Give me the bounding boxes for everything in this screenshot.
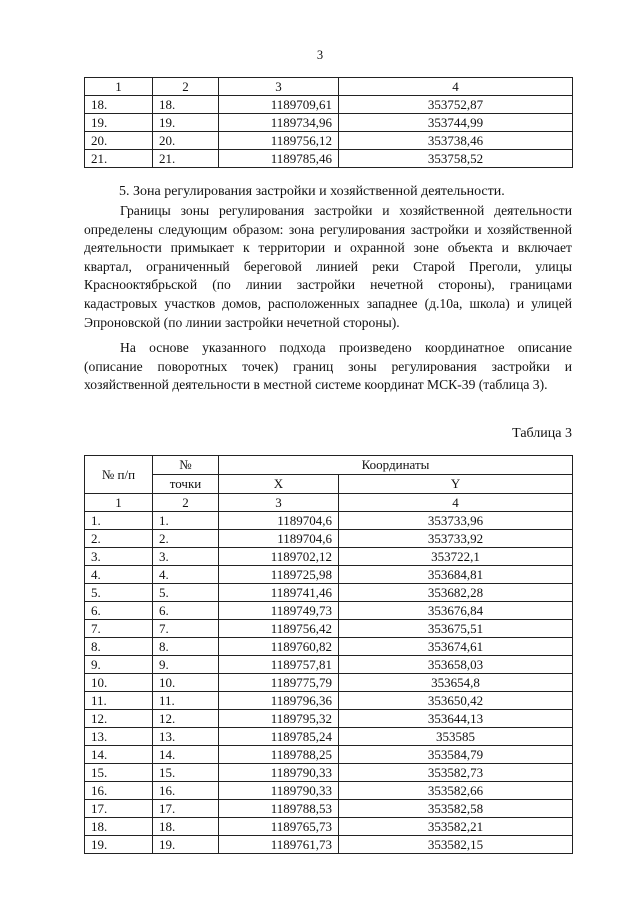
row-number: 13. <box>85 728 153 746</box>
coordinate-y: 353733,92 <box>339 530 573 548</box>
coordinate-y: 353582,15 <box>339 836 573 854</box>
header-coordinates: Координаты <box>219 456 573 475</box>
header-point: точки <box>153 475 219 494</box>
row-number: 12. <box>85 710 153 728</box>
point-number: 4. <box>153 566 219 584</box>
coordinates-table-body <box>85 512 573 854</box>
coordinate-x: 1189761,73 <box>219 836 339 854</box>
table-row <box>85 818 573 836</box>
coordinate-y: 353684,81 <box>339 566 573 584</box>
table-row <box>85 96 573 114</box>
point-number: 16. <box>153 782 219 800</box>
coordinates-table-3 <box>84 455 573 854</box>
coordinate-x: 1189756,12 <box>219 132 339 150</box>
coordinate-description-paragraph: На основе указанного подхода произведено координатное описание (описание поворотных точек) границ зоны регулирования застройки и хозяйственной деятельности в местной системе координат МСК-39 (таблица 3). <box>84 340 572 393</box>
coordinate-y: 353674,61 <box>339 638 573 656</box>
coordinate-x: 1189725,98 <box>219 566 339 584</box>
coordinate-y: 353654,8 <box>339 674 573 692</box>
table-header-row <box>85 456 573 475</box>
header-y: Y <box>339 475 573 494</box>
column-number: 1 <box>85 78 153 96</box>
row-number: 19. <box>85 836 153 854</box>
coordinate-y: 353744,99 <box>339 114 573 132</box>
row-number: 15. <box>85 764 153 782</box>
coordinate-x: 1189702,12 <box>219 548 339 566</box>
coordinate-y: 353644,13 <box>339 710 573 728</box>
column-number: 1 <box>85 494 153 512</box>
table-row <box>85 530 573 548</box>
boundary-description-paragraph: Границы зоны регулирования застройки и хозяйственной деятельности определены следующим образом: зона регулирования застройки и хозяйственной деятельности примыкает к территории и охранной зоне объекта и включает квартал, ограниченный береговой линией реки Старой Преголи, улицы Краснооктябрьской (по линии застройки нечетной стороны), границами кадастровых участков домов, расположенных западнее (д.10а, школа) и улицей Эпроновской (по линии застройки нечетной стороны). <box>84 203 572 330</box>
coordinate-x: 1189790,33 <box>219 764 339 782</box>
row-number: 2. <box>85 530 153 548</box>
coordinate-y: 353582,66 <box>339 782 573 800</box>
coordinate-x: 1189788,53 <box>219 800 339 818</box>
coordinates-table-continued <box>84 77 573 168</box>
row-number: 18. <box>85 818 153 836</box>
header-point-sign: № <box>153 456 219 475</box>
coordinate-y: 353650,42 <box>339 692 573 710</box>
coordinate-x: 1189796,36 <box>219 692 339 710</box>
row-number: 16. <box>85 782 153 800</box>
row-number: 20. <box>85 132 153 150</box>
table-row <box>85 710 573 728</box>
coordinate-x: 1189704,6 <box>219 530 339 548</box>
row-number: 5. <box>85 584 153 602</box>
page-number: 3 <box>316 48 324 62</box>
table-row <box>85 746 573 764</box>
coordinate-y: 353722,1 <box>339 548 573 566</box>
coordinate-x: 1189790,33 <box>219 782 339 800</box>
table-header-row <box>85 475 573 494</box>
table-row <box>85 602 573 620</box>
coordinate-x: 1189757,81 <box>219 656 339 674</box>
coordinate-x: 1189709,61 <box>219 96 339 114</box>
coordinate-y: 353585 <box>339 728 573 746</box>
point-number: 15. <box>153 764 219 782</box>
coordinate-x: 1189775,79 <box>219 674 339 692</box>
point-number: 18. <box>153 96 219 114</box>
table-row <box>85 728 573 746</box>
header-number: № п/п <box>85 456 153 494</box>
column-number: 4 <box>339 494 573 512</box>
table-row <box>85 638 573 656</box>
row-number: 6. <box>85 602 153 620</box>
coordinate-x: 1189749,73 <box>219 602 339 620</box>
coordinate-x: 1189704,6 <box>219 512 339 530</box>
coordinate-x: 1189756,42 <box>219 620 339 638</box>
point-number: 3. <box>153 548 219 566</box>
column-number: 3 <box>219 78 339 96</box>
row-number: 3. <box>85 548 153 566</box>
section-heading: 5. Зона регулирования застройки и хозяйственной деятельности. <box>119 184 505 199</box>
table-caption: Таблица 3 <box>512 426 572 441</box>
coordinate-x: 1189760,82 <box>219 638 339 656</box>
point-number: 11. <box>153 692 219 710</box>
coordinates-table-body <box>85 78 573 168</box>
row-number: 9. <box>85 656 153 674</box>
table-row <box>85 674 573 692</box>
row-number: 17. <box>85 800 153 818</box>
table-row <box>85 132 573 150</box>
point-number: 13. <box>153 728 219 746</box>
row-number: 18. <box>85 96 153 114</box>
point-number: 21. <box>153 150 219 168</box>
table-row <box>85 114 573 132</box>
table-row <box>85 764 573 782</box>
column-number: 2 <box>153 78 219 96</box>
column-number-row <box>85 78 573 96</box>
row-number: 14. <box>85 746 153 764</box>
row-number: 19. <box>85 114 153 132</box>
coordinate-x: 1189765,73 <box>219 818 339 836</box>
coordinate-y: 353658,03 <box>339 656 573 674</box>
point-number: 8. <box>153 638 219 656</box>
header-x: X <box>219 475 339 494</box>
row-number: 7. <box>85 620 153 638</box>
table-row <box>85 782 573 800</box>
row-number: 21. <box>85 150 153 168</box>
coordinate-x: 1189734,96 <box>219 114 339 132</box>
table-row <box>85 656 573 674</box>
coordinate-y: 353682,28 <box>339 584 573 602</box>
point-number: 5. <box>153 584 219 602</box>
point-number: 2. <box>153 530 219 548</box>
coordinate-y: 353738,46 <box>339 132 573 150</box>
point-number: 17. <box>153 800 219 818</box>
table-row <box>85 548 573 566</box>
point-number: 6. <box>153 602 219 620</box>
coordinate-y: 353584,79 <box>339 746 573 764</box>
row-number: 4. <box>85 566 153 584</box>
point-number: 7. <box>153 620 219 638</box>
point-number: 9. <box>153 656 219 674</box>
coordinate-y: 353582,73 <box>339 764 573 782</box>
table-row <box>85 584 573 602</box>
point-number: 14. <box>153 746 219 764</box>
coordinate-x: 1189741,46 <box>219 584 339 602</box>
coordinate-y: 353675,51 <box>339 620 573 638</box>
point-number: 10. <box>153 674 219 692</box>
row-number: 11. <box>85 692 153 710</box>
coordinate-y: 353733,96 <box>339 512 573 530</box>
row-number: 8. <box>85 638 153 656</box>
point-number: 1. <box>153 512 219 530</box>
column-number: 2 <box>153 494 219 512</box>
table-row <box>85 512 573 530</box>
coordinate-x: 1189788,25 <box>219 746 339 764</box>
coordinate-y: 353676,84 <box>339 602 573 620</box>
row-number: 10. <box>85 674 153 692</box>
point-number: 18. <box>153 818 219 836</box>
coordinate-y: 353582,21 <box>339 818 573 836</box>
column-number: 3 <box>219 494 339 512</box>
column-number-row <box>85 494 573 512</box>
table-row <box>85 836 573 854</box>
point-number: 19. <box>153 114 219 132</box>
table-row <box>85 566 573 584</box>
point-number: 12. <box>153 710 219 728</box>
coordinate-x: 1189785,46 <box>219 150 339 168</box>
table-row <box>85 692 573 710</box>
coordinate-x: 1189795,32 <box>219 710 339 728</box>
table-row <box>85 150 573 168</box>
coordinate-y: 353582,58 <box>339 800 573 818</box>
point-number: 19. <box>153 836 219 854</box>
column-number: 4 <box>339 78 573 96</box>
table-row <box>85 800 573 818</box>
coordinate-x: 1189785,24 <box>219 728 339 746</box>
coordinate-y: 353752,87 <box>339 96 573 114</box>
coordinate-y: 353758,52 <box>339 150 573 168</box>
row-number: 1. <box>85 512 153 530</box>
point-number: 20. <box>153 132 219 150</box>
table-row <box>85 620 573 638</box>
